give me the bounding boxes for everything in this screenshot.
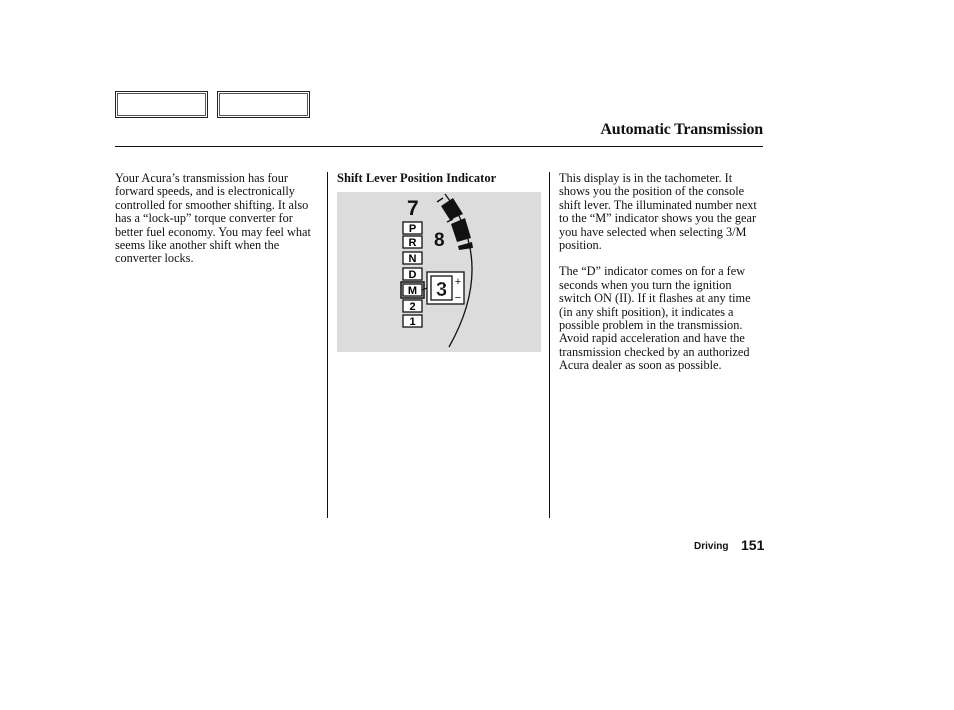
shift-indicator-figure (337, 192, 541, 352)
nav-tab-1[interactable] (115, 91, 208, 118)
tick-mark (437, 198, 443, 202)
position-2: 2 (409, 301, 416, 313)
position-d: D (408, 269, 417, 281)
plus-sign: + (454, 276, 462, 288)
page-number: 151 (741, 537, 765, 553)
position-m: M (407, 285, 418, 297)
description-column (559, 172, 759, 386)
position-1: 1 (409, 316, 416, 328)
tach-number-8: 8 (434, 230, 445, 251)
gear-digit: 3 (435, 279, 448, 301)
footer-section-label: Driving (694, 541, 729, 552)
header-rule (115, 146, 763, 147)
description-paragraph-2: The “D” indicator comes on for a few seconds when you turn the ignition switch ON (II). If it flashes at any time (in any shift position), it indicates a possible problem in the transmission. Avoid rapid acceleration and have the transmission checked by an authorized Acura dealer as soon as possible. (559, 264, 751, 373)
section-heading: Shift Lever Position Indicator (337, 171, 497, 185)
description-paragraph-1: This display is in the tachometer. It shows you the position of the console shift lever. The illuminated number next to the “M” indicator shows you the gear you have selected when selecting 3/M position. (559, 171, 757, 253)
position-n: N (408, 253, 417, 265)
page-title: Automatic Transmission (600, 121, 763, 138)
minus-sign: − (454, 292, 462, 304)
tach-number-7: 7 (407, 197, 419, 220)
column-divider-2 (549, 172, 550, 518)
intro-paragraph: Your Acura’s transmission has four forward speeds, and is electronically controlled for smoother shifting. It also has a “lock-up” torque converter for better fuel economy. You may feel what seems like another shift when the converter locks. (115, 171, 311, 266)
nav-tab-2[interactable] (217, 91, 310, 118)
position-r: R (408, 237, 417, 249)
column-divider-1 (327, 172, 328, 518)
tachometer-illustration (337, 192, 541, 352)
position-p: P (408, 223, 417, 235)
redline-segment-2 (451, 218, 471, 242)
